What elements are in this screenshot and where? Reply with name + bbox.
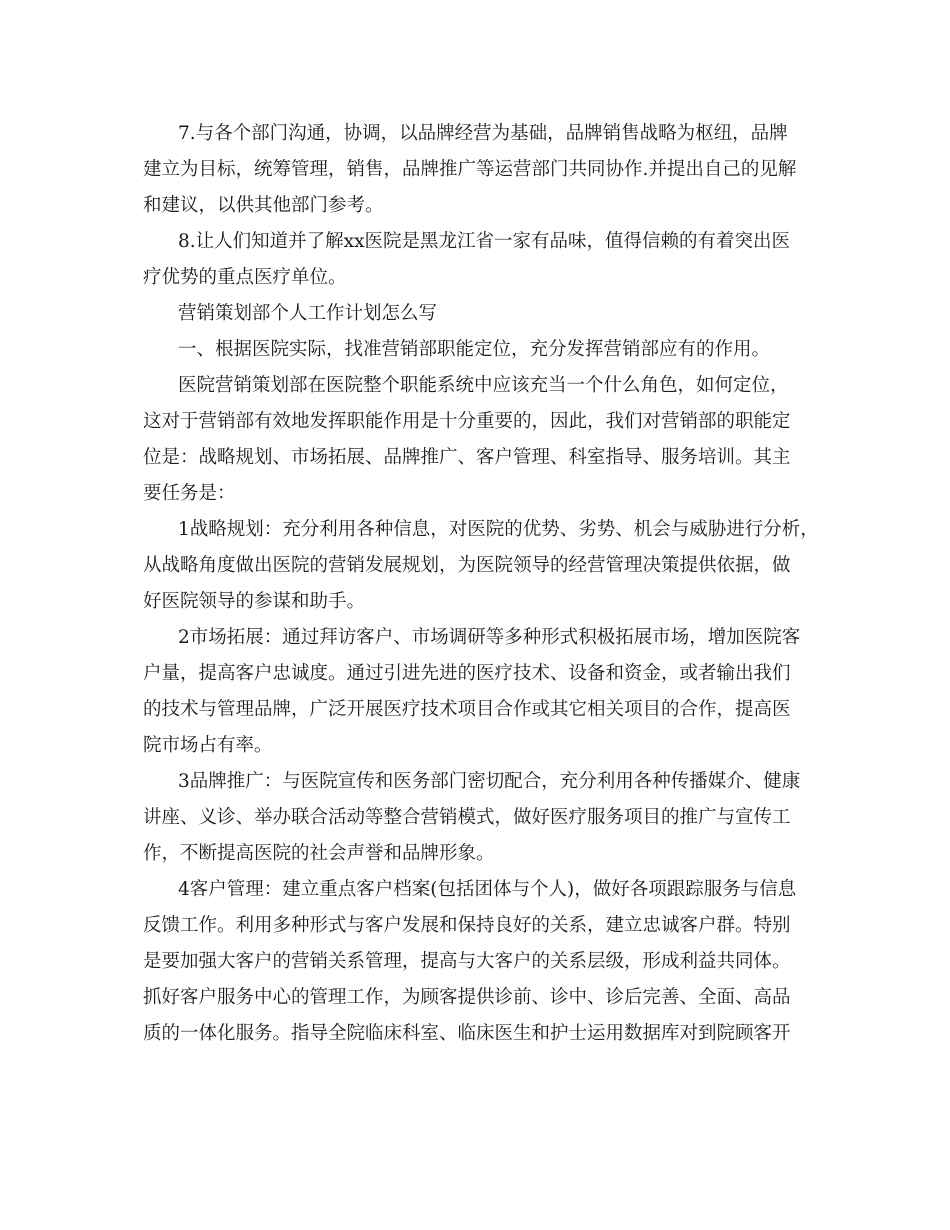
- text-line: 7.与各个部门沟通，协调，以品牌经营为基础，品牌销售战略为枢纽，品牌: [178, 123, 788, 144]
- text-line: 院市场占有率。: [143, 735, 273, 756]
- text-line: 位是：战略规划、市场拓展、品牌推广、客户管理、科室指导、服务培训。其主: [143, 447, 791, 468]
- text-line: 是要加强大客户的营销关系管理，提高与大客户的关系层级，形成利益共同体。: [143, 951, 791, 972]
- text-line: 要任务是：: [143, 483, 236, 504]
- text-line: 好医院领导的参谋和助手。: [143, 591, 366, 612]
- text-line: 1战略规划：充分利用各种信息，对医院的优势、劣势、机会与威胁进行分析，: [178, 519, 819, 540]
- text-line: 一、根据医院实际，找准营销部职能定位，充分发挥营销部应有的作用。: [178, 339, 771, 360]
- text-line: 的技术与管理品牌，广泛开展医疗技术项目合作或其它相关项目的合作，提高医: [143, 699, 791, 720]
- text-line: 3品牌推广：与医院宣传和医务部门密切配合，充分利用各种传播媒介、健康: [178, 771, 801, 792]
- text-line: 抓好客户服务中心的管理工作，为顾客提供诊前、诊中、诊后完善、全面、高品: [143, 987, 791, 1008]
- text-line: 作，不断提高医院的社会声誉和品牌形象。: [143, 843, 495, 864]
- text-line: 医院营销策划部在医院整个职能系统中应该充当一个什么角色，如何定位，: [178, 375, 789, 396]
- text-line: 建立为目标，统筹管理，销售，品牌推广等运营部门共同协作.并提出自己的见解: [143, 159, 797, 180]
- text-line: 4客户管理：建立重点客户档案(包括团体与个人)，做好各项跟踪服务与信息: [178, 879, 797, 900]
- text-line: 反馈工作。利用多种形式与客户发展和保持良好的关系，建立忠诚客户群。特别: [143, 915, 791, 936]
- section-heading: 营销策划部个人工作计划怎么写: [178, 303, 438, 324]
- text-line: 疗优势的重点医疗单位。: [143, 267, 347, 288]
- text-line: 2市场拓展：通过拜访客户、市场调研等多种形式积极拓展市场，增加医院客: [178, 627, 801, 648]
- text-line: 从战略角度做出医院的营销发展规划，为医院领导的经营管理决策提供依据，做: [143, 555, 791, 576]
- text-line: 讲座、义诊、举办联合活动等整合营销模式，做好医疗服务项目的推广与宣传工: [143, 807, 791, 828]
- text-line: 这对于营销部有效地发挥职能作用是十分重要的，因此，我们对营销部的职能定: [143, 411, 791, 432]
- text-line: 和建议，以供其他部门参考。: [143, 195, 384, 216]
- text-line: 8.让人们知道并了解xx医院是黑龙江省一家有品味，值得信赖的有着突出医: [178, 231, 791, 252]
- text-line: 户量，提高客户忠诚度。通过引进先进的医疗技术、设备和资金，或者输出我们: [143, 663, 791, 684]
- text-line: 质的一体化服务。指导全院临床科室、临床医生和护士运用数据库对到院顾客开: [143, 1023, 791, 1044]
